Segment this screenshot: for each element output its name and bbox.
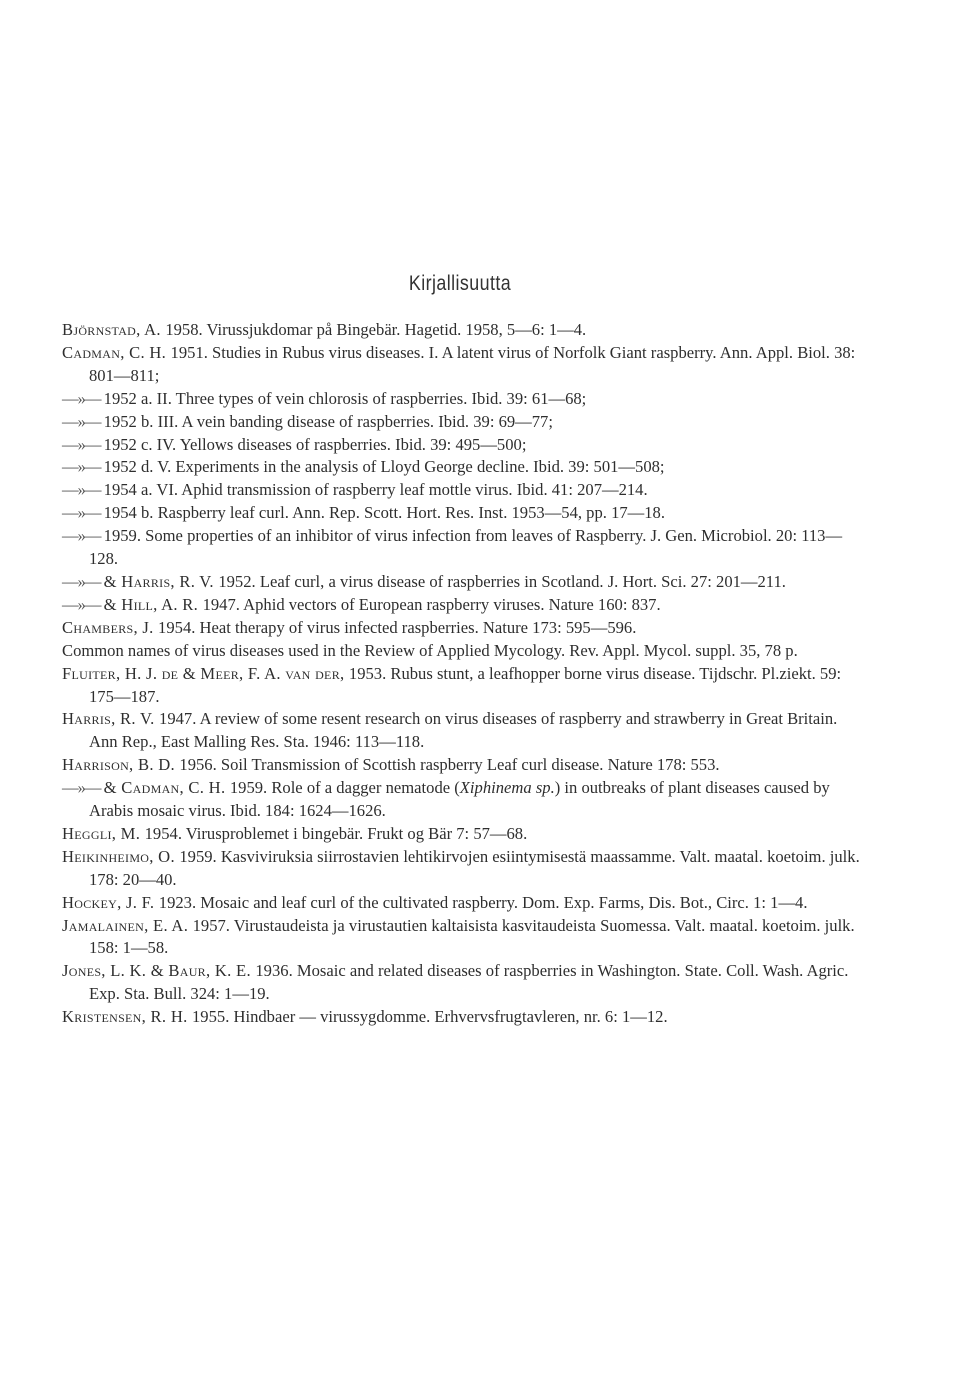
reference-author: Jones, L. K. & Baur, K. E. <box>62 961 256 981</box>
reference-entry <box>62 388 862 411</box>
reference-list <box>62 319 862 1029</box>
reference-text: 1953. Rubus stunt, a leafhopper borne virus disease. Tijdschr. Pl.ziekt. 59: 175—187. <box>89 663 842 706</box>
reference-text: 1954. Heat therapy of virus infected raspberries. Nature 173: 595—596. <box>158 617 637 637</box>
reference-text: 1952 c. IV. Yellows diseases of raspberries. Ibid. 39: 495—500; <box>103 434 527 454</box>
reference-author: Kristensen, R. H. <box>62 1007 192 1027</box>
reference-entry <box>62 617 862 640</box>
page-title: Kirjallisuutta <box>408 272 512 295</box>
reference-author: Harrison, B. D. <box>62 755 180 775</box>
reference-italic-text: Xiphinema sp. <box>459 778 555 798</box>
reference-author: Björnstad, A. <box>62 320 166 339</box>
reference-entry <box>62 594 862 617</box>
ditto-dash: —»— <box>62 526 104 546</box>
reference-entry <box>62 960 862 1006</box>
reference-text: 1952. Leaf curl, a virus disease of raspberries in Scotland. J. Hort. Sci. 27: 201—211. <box>218 571 786 591</box>
ditto-dash: —»— <box>62 778 104 798</box>
ditto-dash: —»— <box>62 434 104 454</box>
reference-text: 1923. Mosaic and leaf curl of the cultivated raspberry. Dom. Exp. Farms, Dis. Bot., Circ. 1: 1—4. <box>158 892 808 912</box>
ditto-dash: —»— <box>62 503 104 523</box>
reference-entry <box>62 663 862 709</box>
reference-entry <box>62 411 862 434</box>
reference-text: 1958. Virussjukdomar på Bingebär. Hagetid. 1958, 5—6: 1—4. <box>165 320 587 339</box>
ditto-dash: —»— <box>62 594 104 614</box>
reference-entry <box>62 892 862 915</box>
reference-entry <box>62 754 862 777</box>
reference-text: 1952 b. III. A vein banding disease of raspberries. Ibid. 39: 69—77; <box>103 411 553 431</box>
reference-text: 1952 d. V. Experiments in the analysis of Lloyd George decline. Ibid. 39: 501—508; <box>103 457 665 477</box>
reference-author: Cadman, C. H. <box>62 342 171 362</box>
reference-text-continued: ) in outbreaks of plant diseases caused by Arabis mosaic virus. Ibid. 184: 1624—1626. <box>89 778 830 821</box>
ditto-dash: —»— <box>62 571 104 591</box>
reference-author: Hockey, J. F. <box>62 892 159 912</box>
reference-entry <box>62 846 862 892</box>
reference-author: & Harris, R. V. <box>103 571 219 591</box>
reference-author: Jamalainen, E. A. <box>62 915 193 935</box>
reference-entry <box>62 1006 862 1029</box>
reference-author: Heikinheimo, O. <box>62 846 180 866</box>
reference-entry <box>62 640 862 663</box>
reference-text: 1959. Kasviviruksia siirrostavien lehtikirvojen esiintymisestä maassamme. Valt. maatal. koetoim. julk. 178: 20—40. <box>89 846 860 889</box>
reference-text: 1952 a. II. Three types of vein chlorosis of raspberries. Ibid. 39: 61—68; <box>103 388 587 408</box>
reference-text: 1954. Virusproblemet i bingebär. Frukt og Bär 7: 57—68. <box>144 823 528 843</box>
reference-entry <box>62 915 862 961</box>
reference-entry <box>62 525 862 571</box>
reference-text: 1947. A review of some resent research on virus diseases of raspberry and strawberry in Great Britain. Ann Rep., East Malling Res. Sta. 1946: 113—118. <box>89 709 838 752</box>
reference-text: 1947. Aphid vectors of European raspberry viruses. Nature 160: 837. <box>202 594 661 614</box>
reference-entry <box>62 319 862 342</box>
reference-text: 1959. Some properties of an inhibitor of virus infection from leaves of Raspberry. J. Gen. Microbiol. 20: 113—128. <box>89 526 843 569</box>
reference-author: Harris, R. V. <box>62 709 160 729</box>
reference-text: 1959. Role of a dagger nematode ( <box>229 778 460 798</box>
reference-entry <box>62 342 862 388</box>
reference-text: 1951. Studies in Rubus virus diseases. I. A latent virus of Norfolk Giant raspberry. Ann. Appl. Biol. 38: 801—811; <box>89 342 856 385</box>
reference-text: 1954 b. Raspberry leaf curl. Ann. Rep. Scott. Hort. Res. Inst. 1953—54, pp. 17—18. <box>103 503 665 523</box>
reference-entry <box>62 479 862 502</box>
reference-text: 1957. Virustaudeista ja virustautien kaltaisista kasvitaudeista Suomessa. Valt. maatal. koetoim. julk. 158: 1—58. <box>89 915 855 958</box>
reference-text: 1936. Mosaic and related diseases of raspberries in Washington. State. Coll. Wash. Agric. Exp. Sta. Bull. 324: 1—19. <box>89 961 849 1004</box>
reference-entry <box>62 571 862 594</box>
reference-entry <box>62 502 862 525</box>
reference-text: 1955. Hindbaer — virussygdomme. Erhvervsfrugtavleren, nr. 6: 1—12. <box>192 1007 668 1027</box>
reference-text: 1954 a. VI. Aphid transmission of raspberry leaf mottle virus. Ibid. 41: 207—214. <box>103 480 648 500</box>
reference-entry <box>62 777 862 823</box>
reference-author: Fluiter, H. J. de & Meer, F. A. van der, <box>62 663 349 683</box>
reference-text: Common names of virus diseases used in the Review of Applied Mycology. Rev. Appl. Mycol. suppl. 35, 78 p. <box>62 640 798 660</box>
ditto-dash: —»— <box>62 457 104 477</box>
reference-entry <box>62 456 862 479</box>
ditto-dash: —»— <box>62 480 104 500</box>
reference-text: 1956. Soil Transmission of Scottish raspberry Leaf curl disease. Nature 178: 553. <box>179 755 720 775</box>
reference-entry <box>62 434 862 457</box>
reference-author: Chambers, J. <box>62 617 159 637</box>
reference-entry <box>62 823 862 846</box>
ditto-dash: —»— <box>62 411 104 431</box>
reference-author: & Cadman, C. H. <box>103 778 230 798</box>
reference-author: Heggli, M. <box>62 823 145 843</box>
reference-entry <box>62 708 862 754</box>
reference-author: & Hill, A. R. <box>103 594 203 614</box>
ditto-dash: —»— <box>62 388 104 408</box>
